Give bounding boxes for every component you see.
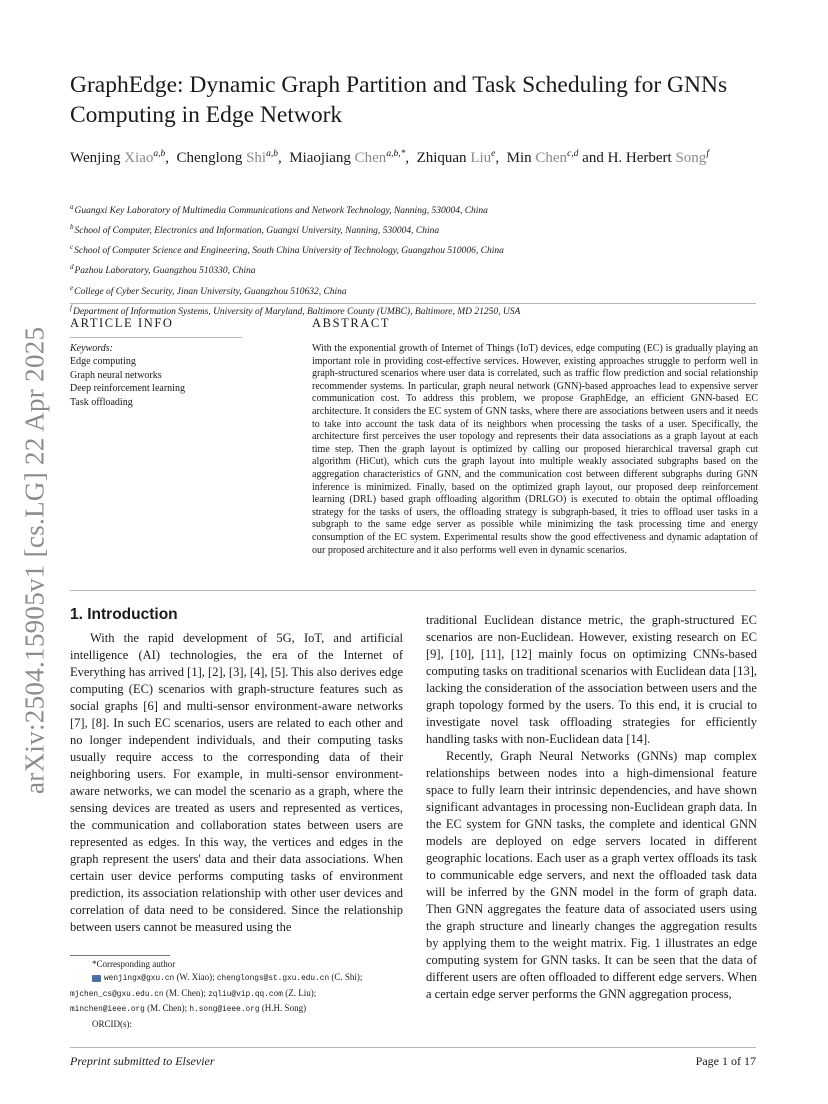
author-sup: f	[706, 149, 709, 159]
footer-page-number: Page 1 of 17	[695, 1054, 756, 1068]
divider	[70, 337, 242, 338]
keyword: Deep reinforcement learning	[70, 383, 185, 395]
author-given: Chenglong	[176, 150, 243, 166]
author-sup: a,b	[153, 149, 166, 159]
author-surname[interactable]: Chen	[354, 150, 387, 166]
affiliation-text: Pazhou Laboratory, Guangzhou 510330, China	[74, 266, 256, 277]
affiliation	[70, 280, 770, 300]
author-given: Wenjing	[70, 150, 121, 166]
author-sup: a,b,*	[386, 149, 406, 159]
author-sup: a,b	[266, 149, 278, 159]
keywords-label: Keywords:	[70, 343, 113, 354]
footer-preprint-note: Preprint submitted to Elsevier	[70, 1054, 215, 1068]
body-paragraph: Recently, Graph Neural Networks (GNNs) map complex relationships between nodes into a high-dimensional feature space to fully learn their intrinsic dependencies, and have shown significant advantages in processing non-Euclidean graph data. In the EC system for GNN tasks, the complete and identical GNN models are deployed on edge servers located in different geographic locations. Each user as a graph vertex offloads its task to communicable edge servers, and next the offloaded task data will be inferred by the GNN model in the form of graph data. Then GNN aggregates the feature data of associated users using the graph structure and linearly changes the aggregation results by applying them to the weight matrix. Fig. 1 illustrates an edge computing system for GNN tasks. It can be seen that the data of different users are often offloaded to different edge servers. When a certain edge server performs the GNN aggregation process,	[426, 749, 757, 1001]
author-given: Zhiquan	[416, 150, 467, 166]
keyword: Task offloading	[70, 396, 133, 408]
section-heading: 1. Introduction	[70, 606, 178, 623]
affiliation	[70, 239, 770, 259]
affiliation-mark: b	[70, 223, 74, 232]
email-link[interactable]: chenglongs@st.gxu.edu.cn	[216, 975, 330, 984]
body-paragraph: traditional Euclidean distance metric, the graph-structured EC scenarios are non-Euclidean. However, existing research on EC [9], [10], [11], [12] mainly focus on optimizing CNNs-based computing tasks on traditional scenarios with Euclidean data [13], lacking the consideration of the association between users and the graph topology formed by the users. To this end, it is crucial to investigate novel task offloading strategies for efficiently handling tasks with non-Euclidean data [14].	[426, 613, 757, 746]
affiliation-text: School of Computer, Electronics and Information, Guangxi University, Nanning, 530004, China	[74, 226, 440, 237]
author-sup: e	[491, 149, 496, 159]
corresponding-author: *Corresponding author	[92, 959, 176, 969]
email-link[interactable]: minchen@ieee.org	[70, 1006, 145, 1015]
author-given: Min	[506, 150, 532, 166]
keyword: Edge computing	[70, 356, 136, 368]
email-link[interactable]: mjchen_cs@gxu.edu.cn	[70, 990, 164, 999]
paper-title: GraphEdge: Dynamic Graph Partition and Task Scheduling for GNNs Computing in Edge Network	[70, 72, 728, 128]
orcid-label: ORCID(s):	[92, 1018, 132, 1029]
email-link[interactable]: wenjingx@gxu.cn	[104, 975, 175, 984]
affiliation-text: Guangxi Key Laboratory of Multimedia Communications and Network Technology, Nanning, 530004, China	[74, 206, 488, 217]
affiliation-text: School of Computer Science and Engineering, South China University of Technology, Guangzhou 510006, China	[74, 246, 504, 257]
author-sup: c,d	[567, 149, 579, 159]
affiliation-mark: c	[70, 243, 74, 252]
email-owner: (W. Xiao);	[176, 972, 215, 983]
affiliation-mark: f	[70, 303, 72, 312]
affiliation-text: Department of Information Systems, University of Maryland, Baltimore County (UMBC), Baltimore, MD 21250, USA	[72, 306, 521, 317]
divider	[70, 590, 756, 591]
author-surname[interactable]: Chen	[535, 150, 568, 166]
author-surname[interactable]: Shi	[246, 150, 267, 166]
author-surname[interactable]: Song	[675, 150, 707, 166]
affiliation-text: College of Cyber Security, Jinan University, Guangzhou 510632, China	[74, 286, 347, 297]
email-link[interactable]: h.song@ieee.org	[189, 1006, 260, 1015]
email-link[interactable]: zqliu@vip.qq.com	[208, 990, 283, 999]
abstract-text: With the exponential growth of Internet of Things (IoT) devices, edge computing (EC) is gradually playing an important role in providing cost-effective services. However, existing approaches struggle to perform well in graph-structured scenarios where user data is correlated, such as traffic flow prediction and social relationship recommender systems. In particular, graph neural network (GNN)-based approaches lead to expensive server communication cost. To address this problem, we propose GraphEdge, an efficient GNN-based EC architecture. It considers the EC system of GNN tasks, where there are associations between users and it needs to take into account the task data of its neighbors when processing the tasks of a user. Specifically, the architecture first perceives the user topology and represents their data associations as a graph layout at each time step. Then the graph layout is optimized by calling our proposed hierarchical traversal graph cut algorithm (HiCut), which cuts the graph layout into multiple weakly associated subgraphs based on the aggregation characteristics of GNN, and the communication cost between different subgraphs during GNN inference is minimized. Finally, based on the optimized graph layout, our proposed deep reinforcement learning (DRL) based graph offloading algorithm (DRLGO) is executed to obtain the optimal offloading strategy for the tasks of users, the offloading strategy is subgraph-based, it tries to offload user tasks in a subgraph to the same edge server as possible while minimizing the task processing time and energy consumption of the EC system. Experimental results show the good effectiveness and dynamic adaptation of our proposed architecture and it also performs well even in dynamic scenarios.	[312, 343, 758, 556]
author-given: Miaojiang	[289, 150, 351, 166]
body-column-right	[426, 612, 757, 1003]
arxiv-stamp: arXiv:2504.15905v1 [cs.LG] 22 Apr 2025	[19, 326, 50, 794]
footnote	[70, 958, 410, 1031]
affiliation-mark: d	[70, 263, 74, 272]
keywords-block	[70, 342, 250, 409]
divider	[70, 303, 756, 304]
affiliation	[70, 219, 770, 239]
author-joiner: and	[582, 150, 604, 166]
email-owner: (C. Shi);	[331, 972, 363, 983]
email-owner: (Z. Liu);	[285, 987, 317, 998]
author-surname[interactable]: Xiao	[124, 150, 154, 166]
affiliation-list	[70, 199, 770, 320]
author-list: Wenjing Xiao$^{a,b}$, Chenglong Shi$^{a,b}$, Miaojiang Chen$^{a,b,*}$, Zhiquan Liu$^e$, Min Chen$^{c,d}$ and H. Herbert Song$^f$	[70, 149, 709, 166]
email-owner: (M. Chen);	[147, 1003, 188, 1014]
email-icon	[92, 975, 101, 982]
affiliation-mark: e	[70, 283, 74, 292]
email-owner: (H.H. Song)	[261, 1003, 307, 1014]
divider	[70, 1047, 756, 1048]
affiliation	[70, 259, 770, 279]
body-column-left	[70, 630, 403, 936]
email-owner: (M. Chen);	[165, 987, 206, 998]
author-surname[interactable]: Liu	[470, 150, 492, 166]
abstract-heading: ABSTRACT	[312, 316, 391, 330]
footnote-rule	[70, 955, 170, 956]
article-info-heading: ARTICLE INFO	[70, 316, 174, 330]
body-paragraph: With the rapid development of 5G, IoT, and artificial intelligence (AI) technologies, the era of the Internet of Everything has arrived [1], [2], [3], [4], [5]. This also derives edge computing (EC) scenarios with graph-structure features such as social graphs [6] and multi-sensor environment-aware networks [7], [8]. In such EC scenarios, users are related to each other and no longer independent individuals, and their computing tasks usually require access to the corresponding data of their neighboring users. For example, in multi-sensor environment-aware networks, we can model the scenario as a graph, where the sensing devices are treated as users and represented as vertices, the communication and collaboration states between users are represented as edges. In this way, the vertices and edges in the graph represent the users' data and their data associations. When certain user device performs computing tasks of environment prediction, its association relationship with other user devices and correlation of data need to be considered. Since the relationship between users cannot be measured using the	[70, 631, 403, 934]
keyword: Graph neural networks	[70, 369, 162, 381]
affiliation	[70, 199, 770, 219]
author-given: H. Herbert	[607, 150, 672, 166]
affiliation-mark: a	[70, 203, 74, 211]
